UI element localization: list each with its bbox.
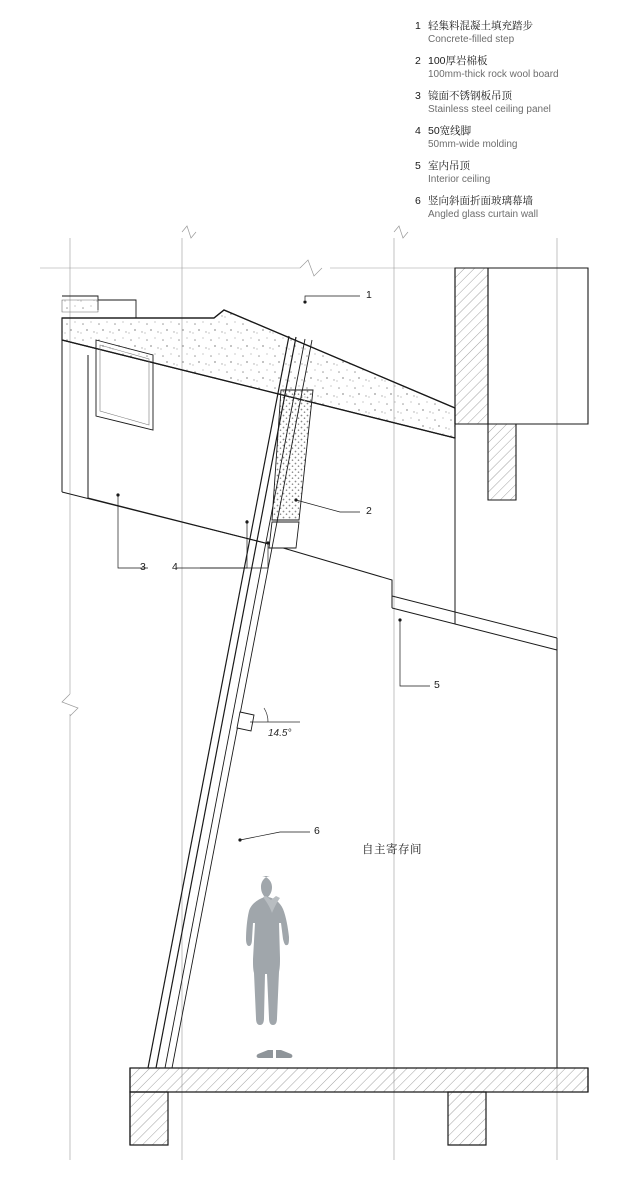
legend-item-label-cn: 室内吊顶 — [428, 160, 470, 172]
legend-item-label-en: Angled glass curtain wall — [428, 209, 539, 220]
legend-item-label-en: Interior ceiling — [428, 174, 491, 185]
legend — [415, 20, 615, 230]
room-label: 自主寄存间 — [362, 844, 422, 856]
inclined-concrete-slab — [62, 310, 455, 438]
legend-item-label-cn: 50宽线脚 — [428, 125, 472, 137]
upper-right-wall — [455, 268, 588, 500]
legend-item-text — [428, 55, 615, 81]
legend-item-number: 1 — [415, 20, 421, 32]
callout-label-2: 2 — [366, 505, 372, 517]
legend-item-6 — [415, 195, 615, 221]
legend-item-text — [428, 20, 615, 46]
legend-item-label-en: Concrete-filled step — [428, 34, 515, 45]
legend-item-2 — [415, 55, 615, 81]
callout-label-4: 4 — [172, 561, 178, 573]
rock-wool-board — [272, 390, 313, 520]
legend-item-1 — [415, 20, 615, 46]
legend-item-label-en: Stainless steel ceiling panel — [428, 104, 551, 115]
legend-item-number: 6 — [415, 195, 421, 207]
legend-item-text — [428, 90, 615, 116]
callout-label-5: 5 — [434, 679, 440, 691]
legend-item-number: 2 — [415, 55, 421, 67]
legend-item-text — [428, 160, 615, 186]
callout-label-1: 1 — [366, 289, 372, 301]
legend-item-3 — [415, 90, 615, 116]
human-figure — [246, 876, 292, 1058]
legend-item-label-cn: 100厚岩棉板 — [428, 55, 488, 67]
legend-item-number: 3 — [415, 90, 421, 102]
legend-item-number: 5 — [415, 160, 421, 172]
section-break-marks — [182, 226, 408, 238]
legend-item-label-cn: 轻集料混凝土填充踏步 — [428, 20, 533, 32]
legend-item-label-cn: 镜面不锈钢板吊顶 — [428, 90, 512, 102]
top-left-steps — [62, 296, 136, 318]
floor-slab — [130, 1068, 588, 1145]
callout-label-3: 3 — [140, 561, 146, 573]
legend-item-label-en: 50mm-wide molding — [428, 139, 518, 150]
legend-item-label-en: 100mm-thick rock wool board — [428, 69, 559, 80]
angle-dimension-label: 14.5° — [268, 728, 292, 739]
angle-dimension — [250, 708, 300, 722]
legend-item-5 — [415, 160, 615, 186]
legend-item-4 — [415, 125, 615, 151]
legend-item-text — [428, 195, 615, 221]
legend-item-label-cn: 竖向斜面折面玻璃幕墙 — [428, 195, 533, 207]
legend-item-text — [428, 125, 615, 151]
molding-band — [269, 522, 299, 548]
callout-label-6: 6 — [314, 825, 320, 837]
legend-item-number: 4 — [415, 125, 421, 137]
